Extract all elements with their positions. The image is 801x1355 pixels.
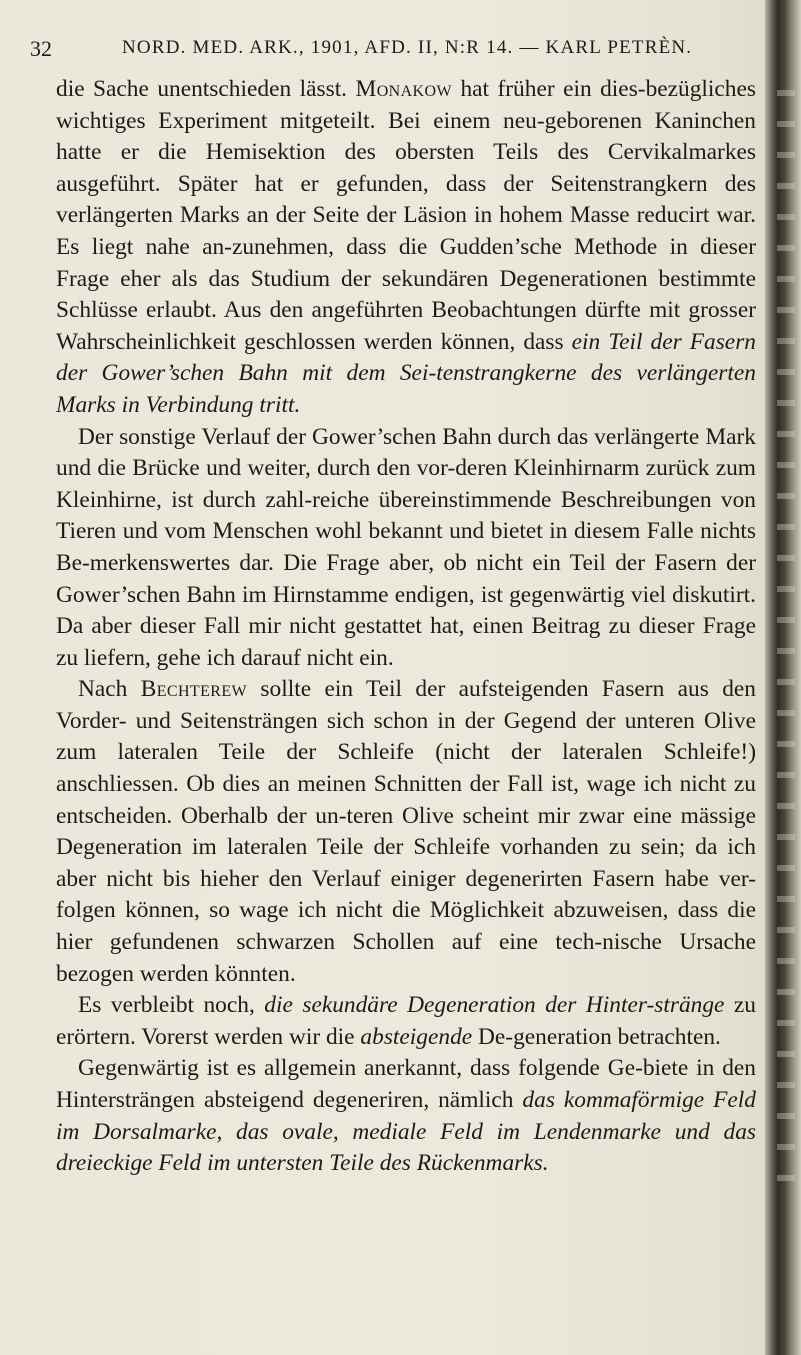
text-run: hat früher ein dies-bezügliches wichtiges Experiment mitgeteilt. Bei einem neu-geborenen Kaninchen hatte er die Hemisektion des obersten Teils des Cervikalmarkes ausgeführt. Später hat er gefunden, dass der Seitenstrangkern des verlängerten Marks an der Seite der Läsion in hohem Masse reducirt war. Es liegt nahe an-zunehmen, dass die Gudden’sche Methode in dieser Frage eher als das Studium der sekundären Degenerationen bestimmte Schlüsse erlaubt. Aus den angeführten Beobachtungen dürfte mit grosser Wahrscheinlichkeit geschlossen werden können, dass bbox=[56, 76, 756, 355]
text-run: Es verbleibt noch, bbox=[78, 992, 265, 1019]
text-run: die sekundäre Degeneration der Hinter-stränge bbox=[264, 992, 725, 1019]
page-header bbox=[30, 36, 750, 66]
text-run: ein Teil der Fasern der Gower’schen Bahn mit dem Sei-tenstrangkerne des verlängerten Marks in Verbindung tritt. bbox=[56, 328, 756, 418]
page-number: 32 bbox=[30, 36, 52, 61]
text-run: Monakow bbox=[355, 76, 452, 102]
text-run: sollte ein Teil der aufsteigenden Fasern aus den Vorder- und Seitensträngen sich schon in der Gegend der unteren Olive zum lateralen Teile der Schleife (nicht der lateralen Schleife!) anschliessen. Ob dies an meinen Schnitten der Fall ist, wage ich nicht zu entscheiden. Oberhalb der un-teren Olive scheint mir zwar eine mässige Degeneration im lateralen Teile der Schleife vorhanden zu sein; da ich aber nicht bis hieher den Verlauf einiger degenerirten Fasern habe ver-folgen können, so wage ich nicht die Möglichkeit abzuweisen, dass die hier gefundenen schwarzen Schollen auf eine tech-nische Ursache bezogen werden könnten. bbox=[56, 676, 756, 987]
text-run: das kommaförmige Feld im Dorsalmarke, das ovale, mediale Feld im Lendenmarke und das dreieckige Feld im untersten Teile des Rückenmarks. bbox=[56, 1087, 757, 1177]
paragraph bbox=[56, 674, 756, 990]
text-run: Gegenwärtig ist es allgemein anerkannt, dass folgende Ge-biete in den Hintersträngen absteigend degeneriren, nämlich bbox=[56, 1055, 756, 1113]
text-run: De-generation betrachten. bbox=[472, 1023, 721, 1050]
body-text bbox=[56, 74, 756, 1180]
running-head: NORD. MED. ARK., 1901, AFD. II, N:R 14. — KARL PETRÈN. bbox=[122, 37, 693, 58]
paragraph bbox=[56, 990, 756, 1053]
paragraph bbox=[56, 422, 756, 675]
text-run: Der sonstige Verlauf der Gower’schen Bahn durch das verlängerte Mark und die Brücke und weiter, durch den vor-deren Kleinhirnarm zurück zum Kleinhirne, ist durch zahl-reiche übereinstimmende Beschreibungen von Tieren und vom Menschen wohl bekannt und bietet in diesem Falle nichts Be-merkenswertes dar. Die Frage aber, ob nicht ein Teil der Fasern der Gower’schen Bahn im Hirnstamme endigen, ist gegenwärtig viel diskutirt. Da aber dieser Fall mir nicht gestattet hat, einen Beitrag zu dieser Frage zu liefern, gehe ich darauf nicht ein. bbox=[56, 423, 756, 671]
facing-page-edge bbox=[777, 90, 795, 1190]
text-run: absteigende bbox=[360, 1023, 473, 1050]
paragraph bbox=[56, 74, 756, 422]
text-run: die Sache unentschieden lässt. bbox=[56, 76, 356, 102]
text-run: Nach bbox=[78, 676, 141, 703]
paragraph bbox=[56, 1053, 756, 1179]
text-run: Bechterew bbox=[140, 676, 248, 703]
text-run: zu erörtern. Vorerst werden wir die bbox=[56, 992, 756, 1050]
page-gutter-shadow bbox=[765, 0, 801, 1355]
